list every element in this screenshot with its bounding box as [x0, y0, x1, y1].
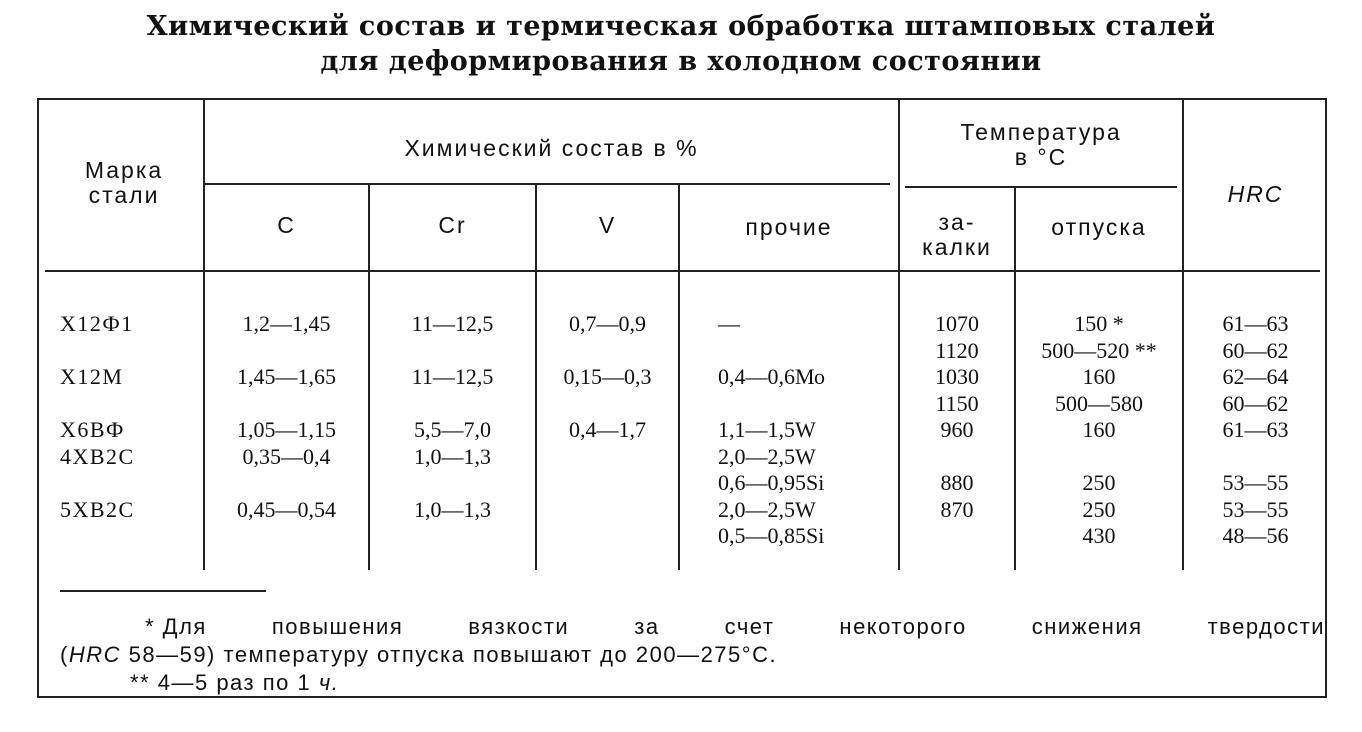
fn-hrc: HRC: [68, 642, 121, 667]
header-cr: Cr: [438, 212, 467, 238]
footnote-2: [130, 669, 339, 697]
column-c: 1,2—1,45 1,45—1,65 1,05—1,15 0,35—0,4 0,45—0,54: [237, 311, 336, 522]
column-v: 0,7—0,9 0,15—0,3 0,4—1,7: [563, 311, 652, 442]
column-hrc: 61—63 60—62 62—64 60—62 61—63 53—55 53—55 48—56: [1222, 311, 1289, 548]
header-temper: отпуска: [1051, 214, 1147, 240]
footnote-1-line-2: [60, 641, 777, 669]
column-grade: Х12Ф1 Х12М Х6ВФ 4ХВ2С 5ХВ2С: [60, 311, 135, 522]
fn-word: * Для: [145, 614, 207, 639]
header-c: C: [277, 212, 296, 238]
column-other: — 0,4—0,6Мо 1,1—1,5W 2,0—2,5W 0,6—0,95Si 2,0—2,5W 0,5—0,85Si: [718, 311, 826, 548]
header-quench: за- калки: [922, 209, 992, 260]
rule-chem-subheader: [205, 183, 890, 185]
divider-v-other: [678, 185, 680, 570]
fn-word: за: [634, 614, 660, 639]
fn-word: вязкости: [468, 614, 570, 639]
fn2-unit: ч.: [318, 670, 340, 695]
rule-temp-subheader: [905, 186, 1177, 188]
header-hrc: HRC: [1227, 181, 1284, 207]
column-cr: 11—12,5 11—12,5 5,5—7,0 1,0—1,3 1,0—1,3: [411, 311, 494, 522]
header-chem: Химический состав в %: [404, 135, 699, 161]
fn-rest: 58—59) температуру отпуска повышают до 200—275°С.: [121, 642, 778, 667]
header-temp: Температура в °C: [960, 119, 1122, 170]
fn-word: повышения: [271, 614, 404, 639]
header-other: прочие: [745, 214, 833, 240]
rule-header-bottom: [45, 270, 1320, 272]
header-grade: Марка стали: [84, 157, 164, 208]
fn-paren: (: [60, 642, 69, 667]
footnote-1-line-1: [60, 613, 1325, 641]
header-v: V: [598, 212, 617, 238]
fn2-main: ** 4—5 раз по 1: [130, 670, 319, 695]
table-title-line-2: для деформирования в холодном состоянии: [320, 46, 1042, 77]
footnote-separator: [60, 590, 266, 592]
fn-word: твердости: [1207, 614, 1325, 639]
column-temper: 150 * 500—520 ** 160 500—580 160 250 250 430: [1041, 311, 1157, 548]
table-title-line-1: Химический состав и термическая обработка штамповых сталей: [146, 11, 1216, 42]
fn-word: счет: [724, 614, 775, 639]
fn-word: некоторого: [839, 614, 967, 639]
fn-word: снижения: [1031, 614, 1143, 639]
column-quench: 1070 1120 1030 1150 960 880 870: [935, 311, 979, 522]
